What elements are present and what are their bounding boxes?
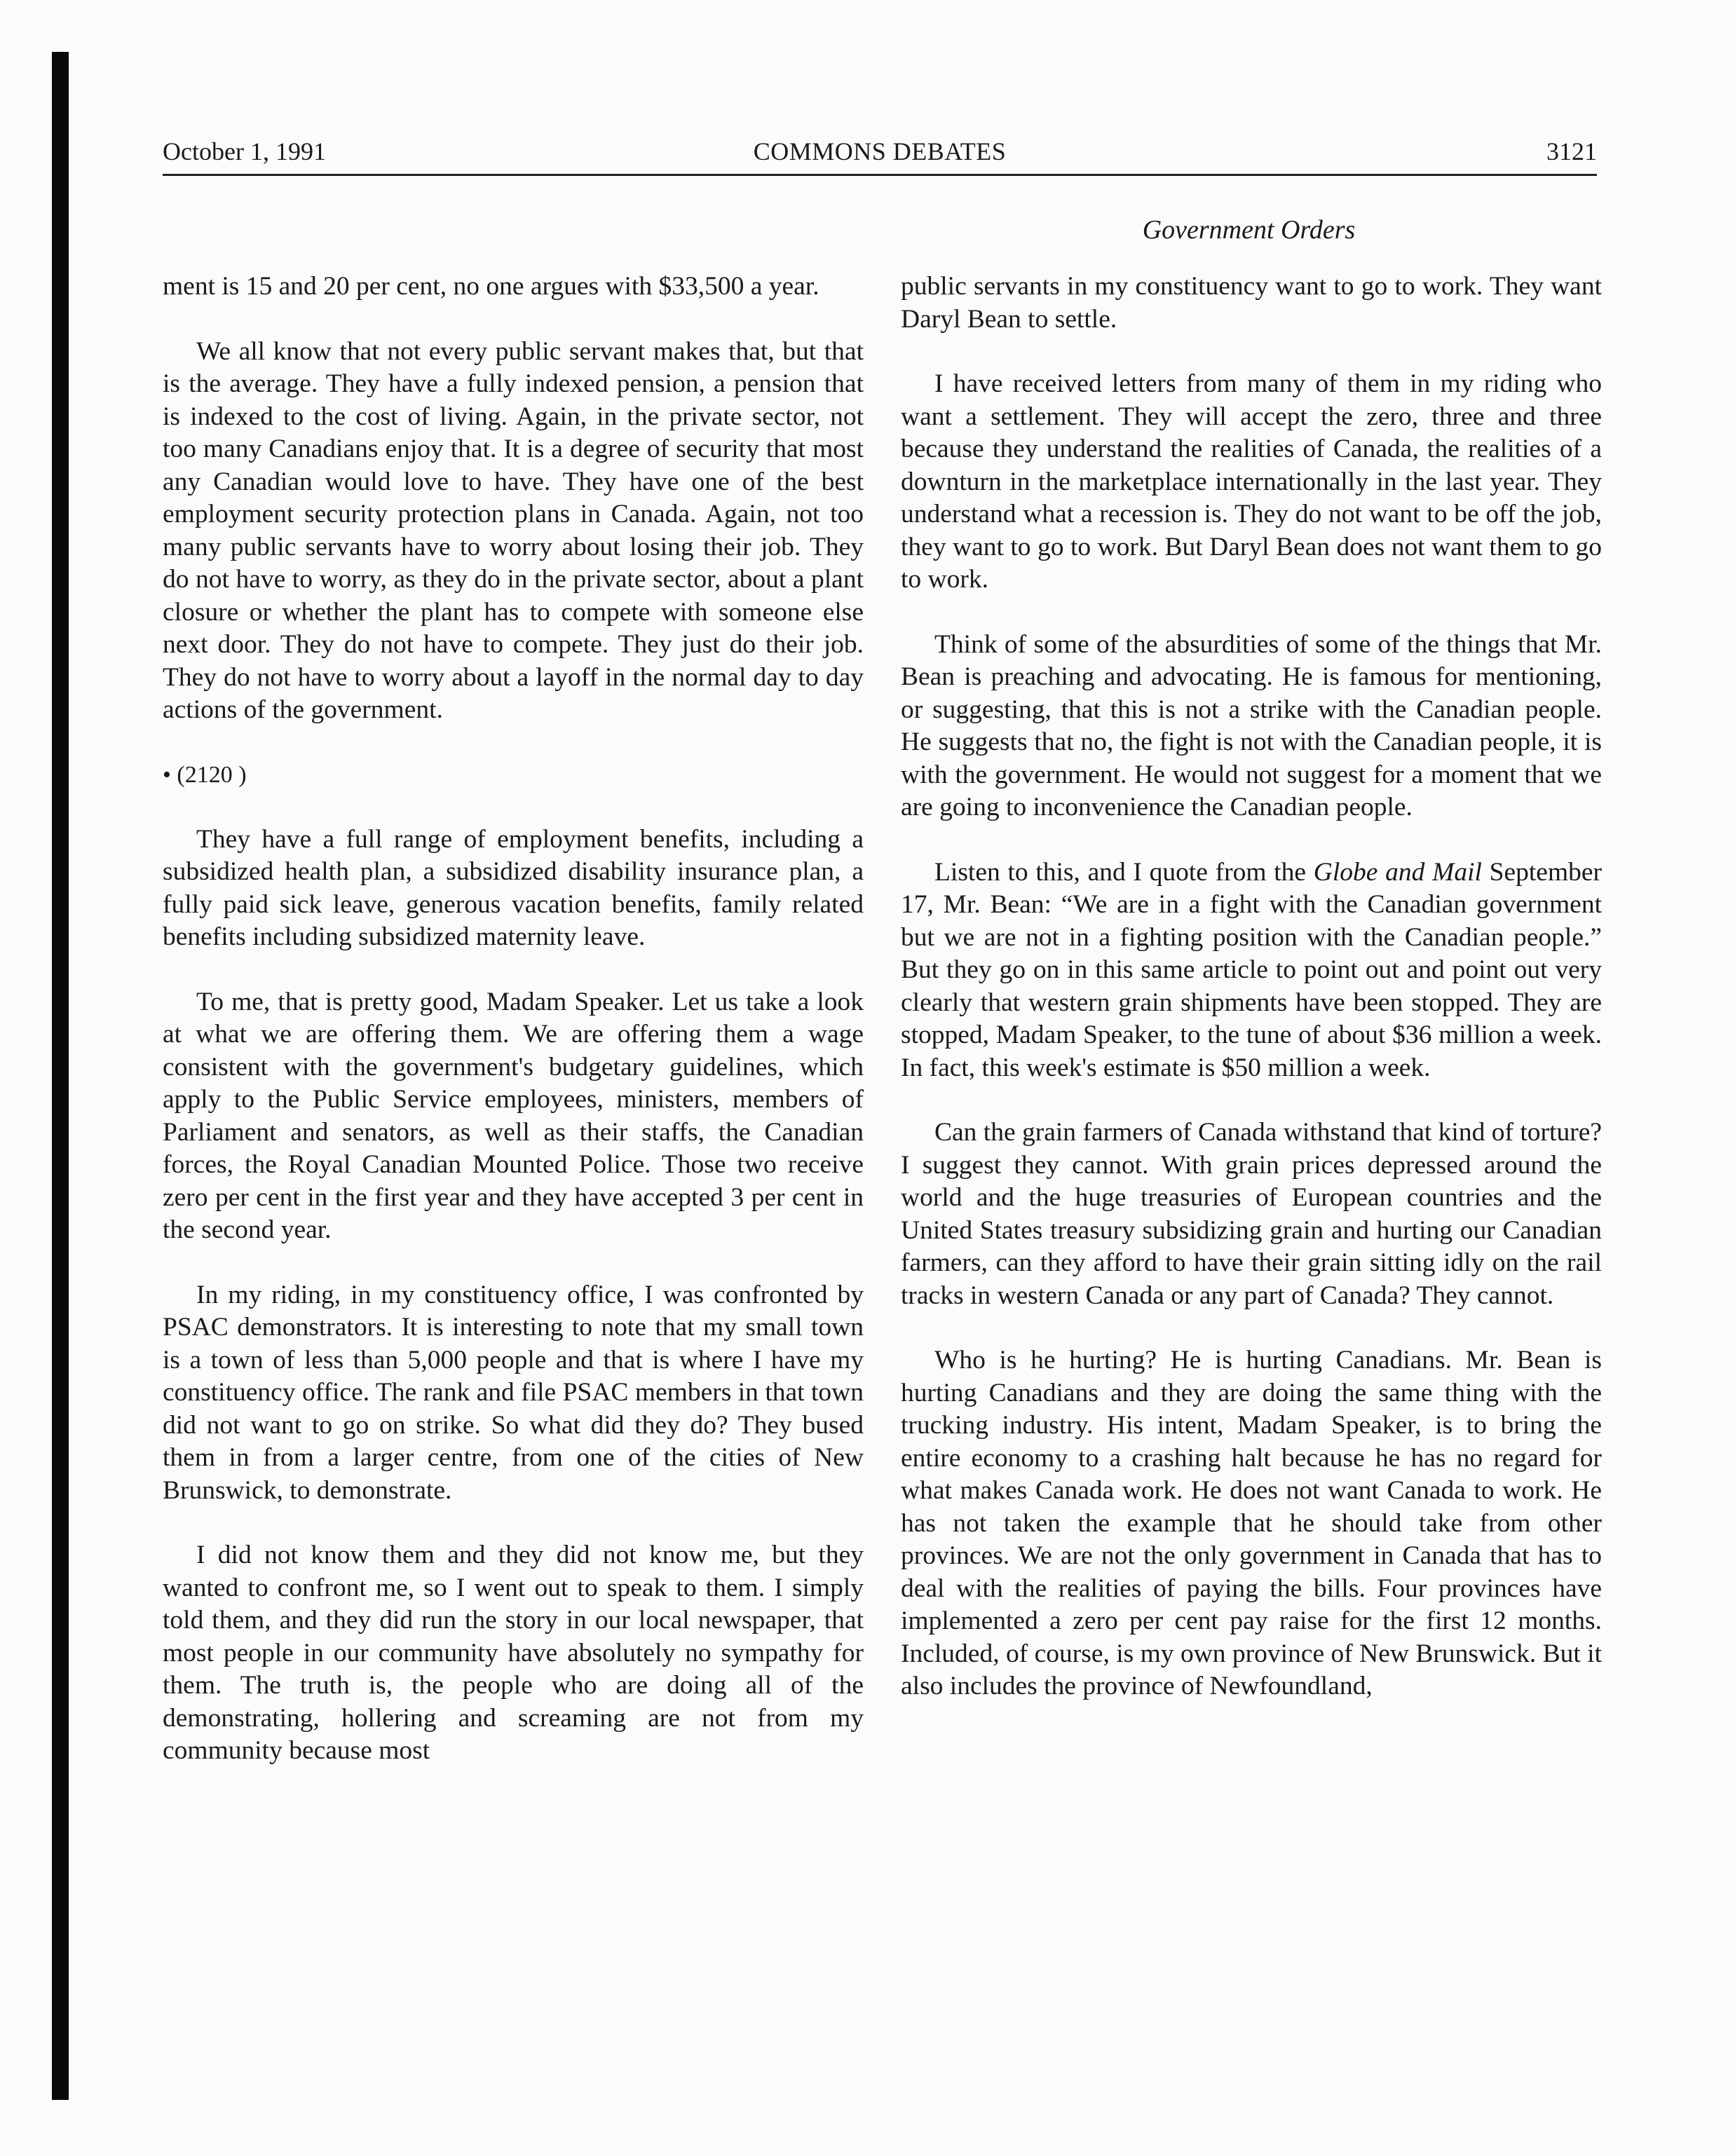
paragraph: Can the grain farmers of Canada withstand that kind of torture? I suggest they cannot. With grain prices depressed around the world and the huge treasuries of European countries and the United States treasury subsidizing grain and hurting our Canadian farmers, can they afford to have their grain sitting idly on the rail tracks in western Canada or any part of Canada? They cannot. [901,1118,1602,1310]
paragraph-text: Listen to this, and I quote from the [934,857,1314,887]
paragraph: We all know that not every public servant makes that, but that is the average. They have a fully indexed pension, a pension that is indexed to the cost of living. Again, in the private sector, not too many Canadians enjoy that. It is a degree of security that most any Canadian would love to have. They have one of the best employment security protection plans in Canada. Again, not too many public servants have to worry about losing their job. They do not have to worry, as they do in the private sector, about a plant closure or whether the plant has to compete with someone else next door. They do not have to compete. They just do their job. They do not have to worry about a layoff in the normal day to day actions of the government. [163,336,864,724]
header-date: October 1, 1991 [163,137,326,165]
paragraph [901,857,1602,1085]
paragraph-text: September 17, Mr. Bean: “We are in a fight with the Canadian government but we are not in a fighting position with the Canadian people.” But they go on in this same article to point out and point out very clearly that western grain shipments have been stopped. They are stopped, Madam Speaker, to the tune of about $36 million a week. In fact, this week's estimate is $50 million a week. [901,857,1602,1082]
paragraph: To me, that is pretty good, Madam Speaker. Let us take a look at what we are offering them. We are offering them a wage consistent with the government's budgetary guidelines, which apply to the Public Service employees, ministers, members of Parliament and senators, as well as their staffs, the Canadian forces, the Royal Canadian Mounted Police. Those two receive zero per cent in the first year and they have accepted 3 per cent in the second year. [163,987,864,1244]
newspaper-title: Globe and Mail [1313,857,1482,887]
paragraph: They have a full range of employment benefits, including a subsidized health plan, a subsidized disability insurance plan, a fully paid sick leave, generous vacation benefits, family related benefits including subsidized maternity leave. [163,824,864,951]
paragraph: public servants in my constituency want to go to work. They want Daryl Bean to settle. [901,272,1602,334]
time-marker: • (2120 ) [163,761,247,788]
paragraph: I have received letters from many of them in my riding who want a settlement. They will accept the zero, three and three because they understand the realities of Canada, the realities of a downturn in the marketplace internationally in the last year. They understand what a recession is. They do not want to be off the job, they want to go to work. But Daryl Bean does not want them to go to work. [901,369,1602,594]
paragraph: I did not know them and they did not know me, but they wanted to confront me, so I went out to speak to them. I simply told them, and they did run the story in our local newspaper, that most people in our community have absolutely no sympathy for them. The truth is, the people who are doing all of the demonstrating, hollering and screaming are not from my community because most [163,1541,864,1765]
paragraph: Who is he hurting? He is hurting Canadians. Mr. Bean is hurting Canadians and they are doing the same thing with the trucking industry. His intent, Madam Speaker, is to bring the entire economy to a crashing halt because he has no regard for what makes Canada work. He does not want Canada to work. He has not taken the example that he should take from other provinces. We are not the only government in Canada that has to deal with the realities of paying the bills. Four provinces have implemented a zero per cent pay raise for the first 12 months. Included, of course, is my own province of New Brunswick. But it also includes the province of Newfoundland, [901,1346,1602,1700]
paragraph: Think of some of the absurdities of some of the things that Mr. Bean is preaching and advocating. He is famous for mentioning, or suggesting, that this is not a strike with the Canadian people. He suggests that no, the fight is not with the Canadian people, it is with the government. He would not suggest for a moment that we are going to inconvenience the Canadian people. [901,629,1602,821]
paragraph: In my riding, in my constituency office, I was confronted by PSAC demonstrators. It is interesting to note that my small town is a town of less than 5,000 people and that is where I have my constituency office. The rank and file PSAC members in that town did not want to go on strike. So what did they do? They bused them in from a larger centre, from one of the cities of New Brunswick, to demonstrate. [163,1280,864,1505]
binding-edge [52,52,69,2100]
header-page-number: 3121 [1546,137,1597,165]
paragraph: ment is 15 and 20 per cent, no one argues with $33,500 a year. [163,272,819,301]
header-publication: COMMONS DEBATES [753,137,1007,165]
running-header [163,132,1597,176]
section-label: Government Orders [1142,215,1356,245]
left-column [163,271,864,1800]
right-column [901,271,1602,1735]
